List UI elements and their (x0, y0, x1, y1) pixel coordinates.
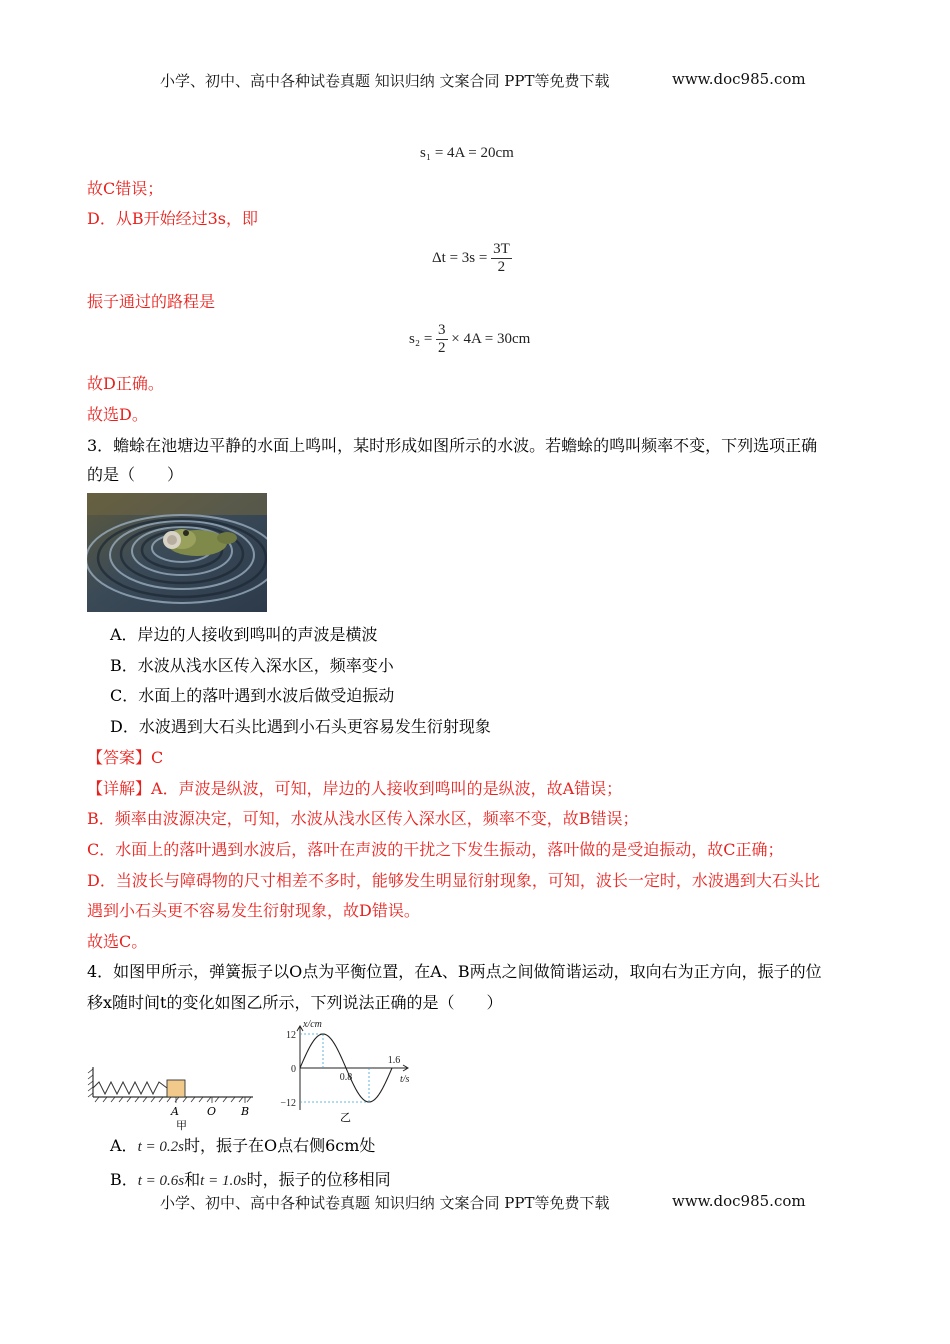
choose-d-text: 故选D。 (87, 405, 148, 424)
q3-option-a: A．岸边的人接收到鸣叫的声波是横波 (110, 625, 378, 644)
x-axis-label: t/s (400, 1074, 410, 1085)
q3-option-b: B．水波从浅水区传入深水区，频率变小 (110, 656, 394, 675)
caption-yi: 乙 (340, 1111, 351, 1124)
footer-text: 小学、初中、高中各种试卷真题 知识归纳 文案合同 PPT等免费下载 (160, 1194, 610, 1212)
explain-label: 【详解】 (87, 779, 152, 798)
option-b-text: 时，振子的位移相同 (246, 1170, 391, 1189)
q3-stem-line2: 的是（ ） (87, 465, 184, 484)
q3-choose-c: 故选C。 (87, 932, 148, 951)
q3-explain-d1: D．当波长与障碍物的尺寸相差不多时，能够发生明显衍射现象，可知，波长一定时，水波遇到大石头比 (87, 871, 820, 890)
answer-value: C (151, 748, 164, 767)
q4-stem-line2: 移x随时间t的变化如图乙所示，下列说法正确的是（ ） (87, 993, 503, 1012)
q3-explain-a (87, 779, 622, 799)
d-correct-text: 故D正确。 (87, 374, 164, 393)
fraction-denominator: 2 (497, 259, 506, 275)
option-b-time2: t = 1.0s (200, 1173, 247, 1189)
q3-stem-line1: 3．蟾蜍在池塘边平静的水面上鸣叫，某时形成如图所示的水波。若蟾蜍的鸣叫频率不变，下列选项正确 (87, 436, 818, 455)
footer-url: www.doc985.com (672, 1192, 806, 1210)
option-b-mid: 和 (184, 1170, 201, 1189)
fraction-denominator: 2 (438, 340, 446, 356)
header-url: www.doc985.com (672, 70, 806, 88)
equation-delta-t-left: Δt = 3s = (432, 249, 488, 266)
header-text: 小学、初中、高中各种试卷真题 知识归纳 文案合同 PPT等免费下载 (160, 72, 610, 90)
label-b: B (241, 1105, 250, 1118)
caption-jia: 甲 (176, 1119, 187, 1132)
label-o: O (207, 1105, 217, 1118)
q3-explain-c: C．水面上的落叶遇到水波后，落叶在声波的干扰之下发生振动，落叶做的是受迫振动，故C正确； (87, 840, 784, 859)
equation-s2-left: s₂ = (409, 330, 433, 347)
x-tick-0-8: 0.8 (339, 1072, 353, 1083)
label-a: A (171, 1105, 179, 1118)
equation-s2-right: × 4A = 30cm (451, 330, 531, 347)
option-a-time: t = 0.2s (137, 1139, 184, 1155)
explain-a-text: A．声波是纵波，可知，岸边的人接收到鸣叫的是纵波，故A错误； (151, 779, 623, 798)
d-intro-text: D．从B开始经过3s，即 (87, 209, 258, 228)
option-a-text: 时，振子在O点右侧6cm处 (183, 1136, 376, 1155)
y-tick-neg12: −12 (280, 1098, 296, 1109)
path-text: 振子通过的路程是 (87, 292, 216, 311)
equation-s1: s₁ = 4A = 20cm (420, 145, 514, 161)
option-b-time1: t = 0.6s (137, 1173, 185, 1189)
q3-explain-b: B．频率由波源决定，可知，水波从浅水区传入深水区，频率不变，故B错误； (87, 809, 639, 828)
q3-explain-d2: 遇到小石头更不容易发生衍射现象，故D错误。 (87, 901, 420, 920)
answer-label: 【答案】 (87, 748, 152, 767)
fraction-numerator: 3T (493, 241, 510, 257)
frog-water-wave-photo (87, 493, 267, 612)
fraction-3-over-2 (436, 322, 448, 357)
x-tick-1-6: 1.6 (387, 1055, 401, 1066)
y-tick-12: 12 (286, 1030, 296, 1041)
q3-option-d: D．水波遇到大石头比遇到小石头更容易发生衍射现象 (110, 717, 491, 736)
y-axis-label: x/cm (303, 1019, 322, 1030)
xt-graph (270, 1018, 420, 1114)
q4-stem-line1: 4．如图甲所示，弹簧振子以O点为平衡位置，在A、B两点之间做简谐运动，取向右为正方向，振子的位 (87, 962, 822, 981)
q4-option-a: A．t = 0.2s时，振子在O点右侧6cm处 (110, 1136, 376, 1155)
q3-option-c: C．水面上的落叶遇到水波后做受迫振动 (110, 686, 395, 705)
fraction-3t-over-2 (491, 241, 512, 276)
c-wrong-text: 故C错误； (87, 179, 164, 198)
q3-answer (87, 748, 163, 768)
y-tick-0: 0 (291, 1064, 296, 1075)
fraction-numerator: 3 (438, 322, 446, 338)
q4-option-b: B．t = 0.6s和t = 1.0s时，振子的位移相同 (110, 1170, 391, 1189)
equation-s2 (409, 322, 530, 357)
equation-delta-t (432, 241, 512, 276)
